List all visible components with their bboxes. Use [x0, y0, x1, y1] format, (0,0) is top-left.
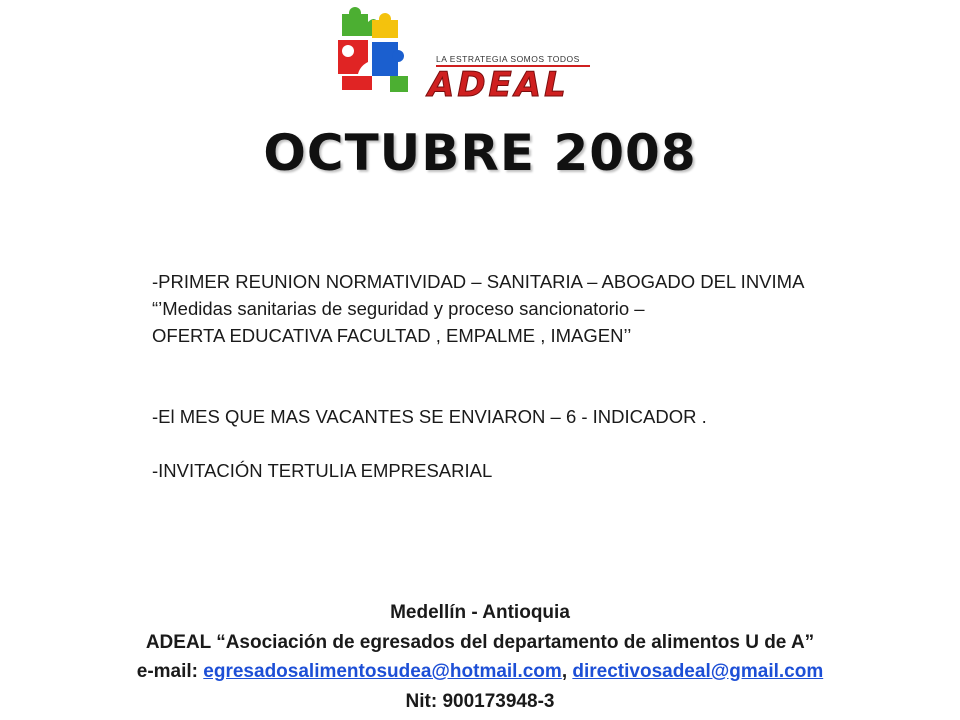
- logo-tagline: LA ESTRATEGIA SOMOS TODOS: [436, 54, 580, 64]
- agenda-item-invitation: -INVITACIÓN TERTULIA EMPRESARIAL: [152, 460, 493, 481]
- email-label: e-mail:: [136, 661, 204, 682]
- agenda-item-meeting: -PRIMER REUNION NORMATIVIDAD – SANITARIA – ABOGADO DEL INVIMA: [152, 271, 805, 292]
- email-link-gmail[interactable]: directivosadeal@gmail.com: [572, 661, 824, 682]
- agenda-item-vacancies: -El MES QUE MAS VACANTES SE ENVIARON – 6 - INDICADOR .: [152, 406, 707, 427]
- footer-city: Medellín - Antioquia: [390, 602, 570, 623]
- logo-wordmark: ADEAL: [428, 65, 569, 102]
- agenda-item-meeting-topic-cont: OFERTA EDUCATIVA FACULTAD , EMPALME , IMAGEN’’: [152, 325, 632, 346]
- adeal-logo: [328, 6, 648, 102]
- puzzle-figure-icon: [338, 7, 408, 92]
- footer-organization: ADEAL “Asociación de egresados del departamento de alimentos U de A”: [145, 631, 815, 653]
- email-link-hotmail[interactable]: egresadosalimentosudea@hotmail.com: [203, 661, 562, 682]
- agenda-list: [152, 268, 942, 484]
- adeal-logo-graphic: [328, 6, 648, 102]
- page-title: OCTUBRE 2008: [263, 124, 697, 182]
- email-separator: ,: [561, 661, 573, 682]
- footer-email-line: [0, 657, 960, 687]
- agenda-item-meeting-topic: “’Medidas sanitarias de seguridad y proceso sancionatorio –: [152, 298, 645, 319]
- contact-footer: [0, 598, 960, 716]
- footer-nit: Nit: 900173948-3: [405, 690, 555, 712]
